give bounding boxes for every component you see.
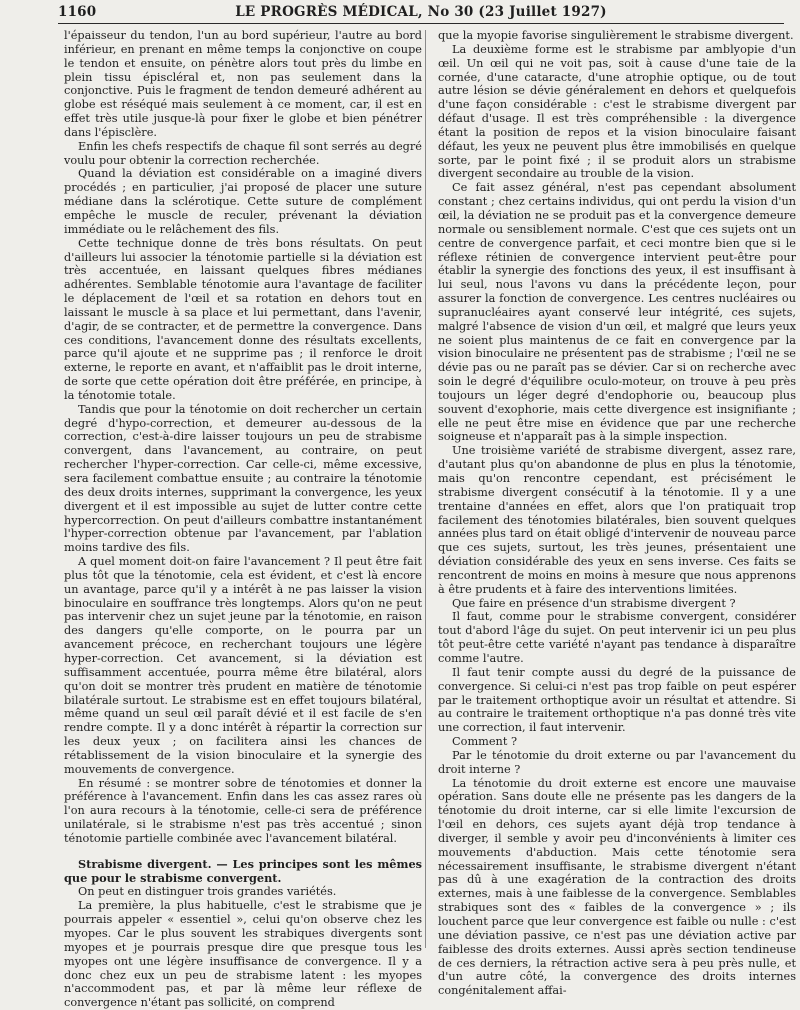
paragraph: Que faire en présence d'un strabisme divergent ? [452,596,736,610]
paragraph: l'épaisseur du tendon, l'un au bord supérieur, l'autre au bord inférieur, en prenant en même temps la conjonctive on coupe le tendon et ensuite, on pénètre alors tout près du limbe en plein tissu épiscléral et, non pas seulement dans la conjonctive. Puis le fragment de tendon demeuré adhérent au globe est réséqué mais seulement à ce moment, car, il est en effet très utile jusque-là pour fixer le globe et bien pénétrer dans l'épisclère. [64,29,422,139]
right-column [438,29,796,998]
journal-title: LE PROGRÈS MÉDICAL, No 30 (23 Juillet 1927) [235,4,607,20]
paragraph: que la myopie favorise singulièrement le strabisme divergent. [438,29,794,42]
paragraph: Il faut tenir compte aussi du degré de la puissance de convergence. Si celui-ci n'est pas trop faible on peut espérer par le traitement orthoptique avoir un résultat et attendre. Si au contraire le traitement orthoptique n'a pas donné très vite une correction, il faut intervenir. [438,665,796,735]
paragraph: Comment ? [452,735,518,749]
paragraph: La ténotomie du droit externe est encore une mauvaise opération. Sans doute elle ne présente pas les dangers de la ténotomie du droit interne, car si elle limite l'excursion de l'œil en dehors, ces sujets ayant déjà trop tendance à diverger, il semble y avoir peu d'inconvénients à limiter ces mouvements d'abduction. Mais cette ténotomie sera nécessairement insuffisante, le strabisme divergent n'étant pas dû à une exagération de la contraction des droits externes, mais à une faiblesse de la convergence. Semblables strabiques sont des « faibles de la convergence » ; ils louchent parce que leur convergence est faible ou nulle : c'est une déviation passive, ce n'est pas une déviation active par faiblesse des droits externes. Aussi après section tendineuse de ces derniers, la rétraction active sera à peu près nulle, et d'un autre côté, la convergence des droits internes congénitalement affai- [438,776,796,998]
paragraph: Il faut, comme pour le strabisme convergent, considérer tout d'abord l'âge du sujet. On peut intervenir ici un peu plus tôt peut-être cette variété n'ayant pas tendance à disparaître comme l'autre. [438,610,796,665]
paragraph: On peut en distinguer trois grandes variétés. [78,885,337,899]
page-number: 1160 [58,4,97,20]
left-column [64,29,422,1010]
paragraph: La première, la plus habituelle, c'est le strabisme que je pourrais appeler « essentiel », celui qu'on observe chez les myopes. Car le plus souvent les strabiques divergents sont myopes et je pourrais presque dire que presque tous les myopes ont une légère insuffisance de convergence. Il y a donc chez eux un peu de strabisme latent : les myopes n'accommodent pas, et par là même leur réflexe de convergence n'étant pas sollicité, on comprend [64,899,422,1010]
column-divider [425,30,426,948]
paragraph: Une troisième variété de strabisme divergent, assez rare, d'autant plus qu'on abandonne de plus en plus la ténotomie, mais qu'on rencontre cependant, est précisément le strabisme divergent consécutif à la ténotomie. Il y a une trentaine d'années en effet, alors que l'on pratiquait trop facilement des ténotomies bilatérales, bien souvent quelques années plus tard on était obligé d'intervenir de nouveau parce que ces sujets, surtout, les très jeunes, présentaient une déviation considérable des yeux en sens inverse. Ces faits se rencontrent de moins en moins à mesure que nous apprenons à être prudents et à faire des interventions limitées. [438,444,796,596]
paragraph: A quel moment doit-on faire l'avancement ? Il peut être fait plus tôt que la ténotomie, cela est évident, et c'est là encore un avantage, parce qu'il y a intérêt à ne pas laisser la vision binoculaire en souffrance très longtemps. Alors qu'on ne peut pas intervenir chez un sujet jeune par la ténotomie, en raison des dangers qu'elle comporte, on le pourra par un avancement précoce, en recherchant toujours une légère hyper-correction. Cet avancement, si la déviation est suffisamment accentuée, pourra même être bilatéral, alors qu'on doit se montrer très prudent en matière de ténotomie bilatérale surtout. Le strabisme est en effet toujours bilatéral, même quand un seul œil paraît dévié et il est facile de s'en rendre compte. Il y a donc intérêt à répartir la correction sur les deux yeux ; on facilitera ainsi les chances de rétablissement de la vision binoculaire et la synergie des mouvements de convergence. [64,555,422,776]
header-rule [58,23,784,24]
paragraph: En résumé : se montrer sobre de ténotomies et donner la préférence à l'avancement. Enfin dans les cas assez rares où l'on aura recours à la ténotomie, celle-ci sera de préférence unilatérale, si le strabisme n'est pas très accentué ; sinon ténotomie partielle combinée avec l'avancement bilatéral. [64,776,422,845]
running-header [58,4,784,22]
paragraph: Quand la déviation est considérable on a imaginé divers procédés ; en particulier, j'ai proposé de placer une suture médiane dans la sclérotique. Cette suture de complément empêche le muscle de reculer, prévenant la déviation immédiate ou le relâchement des fils. [64,167,422,236]
paragraph: Tandis que pour la ténotomie on doit rechercher un certain degré d'hypo-correction, et demeurer au-dessous de la correction, c'est-à-dire laisser toujours un peu de strabisme convergent, dans l'avancement, au contraire, on peut rechercher l'hyper-correction. Car celle-ci, même excessive, sera facilement combattue ensuite ; au contraire la ténotomie des deux droits internes, supprimant la convergence, les yeux divergent et il est impossible au sujet de lutter contre cette hypercorrection. On peut d'ailleurs combattre instantanément l'hyper-correction obtenue par l'avancement, par l'ablation moins tardive des fils. [64,402,422,555]
paragraph: Cette technique donne de très bons résultats. On peut d'ailleurs lui associer la ténotomie partielle si la déviation est très accentuée, en laissant quelques fibres médianes adhérentes. Semblable ténotomie aura l'avantage de faciliter le déplacement de l'œil et sa rotation en dehors tout en laissant le muscle à sa place et lui permettant, dans l'avenir, d'agir, de se contracter, et de permettre la convergence. Dans ces conditions, l'avancement donne des résultats excellents, parce qu'il ajoute et ne supprime pas ; il renforce le droit externe, le reporte en avant, et n'affaiblit pas le droit interne, de sorte que cette opération doit être préférée, en principe, à la ténotomie totale. [64,236,422,402]
paragraph: La deuxième forme est le strabisme par amblyopie d'un œil. Un œil qui ne voit pas, soit à cause d'une taie de la cornée, d'une cataracte, d'une atrophie optique, ou de tout autre lésion se dévie généralement en dehors et quelquefois d'une façon considérable : c'est le strabisme divergent par défaut d'usage. Il est très compréhensible : la divergence étant la position de repos et la vision binoculaire faisant défaut, les yeux ne peuvent plus être immobilisés en quelque sorte, par le point fixé ; il se produit alors un strabisme divergent secondaire au trouble de la vision. [438,42,796,181]
paragraph: Enfin les chefs respectifs de chaque fil sont serrés au degré voulu pour obtenir la correction recherchée. [64,139,422,167]
section-gap [64,846,422,858]
paragraph: Par le ténotomie du droit externe ou par l'avancement du droit interne ? [438,748,796,776]
section-heading: Strabisme divergent. — Les principes sont les mêmes que pour le strabisme convergent. [64,856,422,885]
paragraph: Ce fait assez général, n'est pas cependant absolument constant ; chez certains individus, qui ont perdu la vision d'un œil, la déviation ne se produit pas et la convergence demeure normale ou sensiblement normale. C'est que ces sujets ont un centre de convergence parfait, et ceci montre bien que si le réflexe rétinien de convergence intervient peut-être pour établir la synergie des fonctions des yeux, il est insuffisant à lui seul, nous l'avons vu dans la précédente leçon, pour assurer la fonction de convergence. Les centres nucléaires ou supranucléaires ayant conservé leur intégrité, ces sujets, malgré l'absence de vision d'un œil, et malgré que leurs yeux ne soient plus maintenus de ce fait en convergence par la vision binoculaire ne présentent pas de strabisme ; l'œil ne se dévie pas ou ne paraît pas se dévier. Car si on recherche avec soin le degré d'équilibre oculo-moteur, on trouve à peu près toujours un léger degré d'endophorie ou, beaucoup plus souvent d'exophorie, mais cette divergence est insignifiante ; elle ne peut être mise en évidence que par une recherche soigneuse et n'apparaît pas à la simple inspection. [438,181,796,444]
